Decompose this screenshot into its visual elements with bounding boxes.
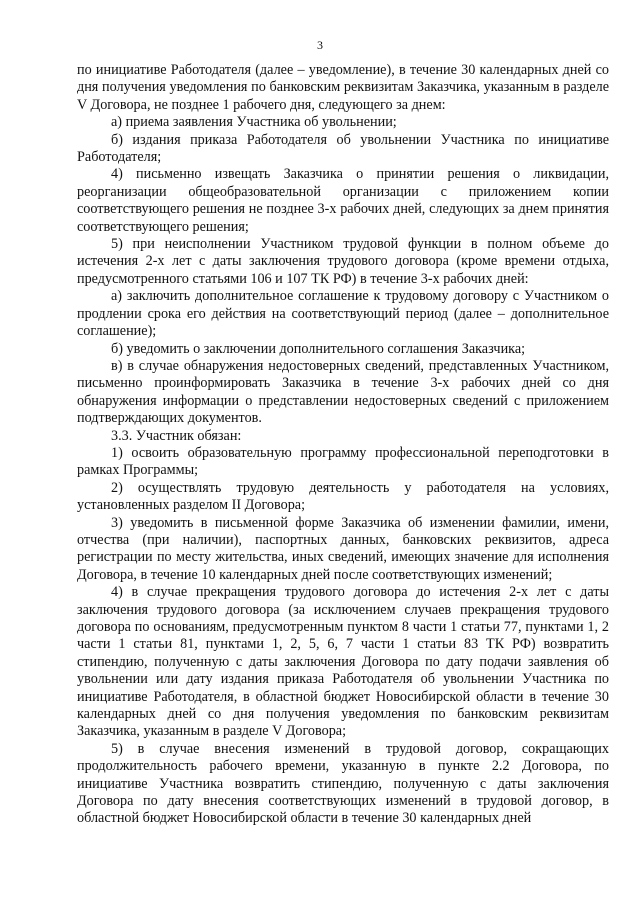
- page-number: 3: [317, 38, 323, 52]
- paragraph-item-a-application: а) приема заявления Участника об увольнении;: [111, 114, 397, 131]
- paragraph-item-5-non-performance: 5) при неисполнении Участником трудовой функции в полном объеме до истечения 2-х лет с даты заключения трудового договора (кроме времени отдыха, предусмотренного статьями 106 и 107 ТК РФ) в течение 3-х рабочих дней:: [77, 236, 609, 287]
- paragraph-item-5-reduced-hours-refund: 5) в случае внесения изменений в трудовой договор, сокращающих продолжительность рабочего времени, указанную в пункте 2.2 Договора, по инициативе Участника возвратить стипендию, полученную с даты заключения Договора по дату внесения соответствующих изменений в трудовой договор, в областной бюджет Новосибирской области в течение 30 календарных дней: [77, 740, 609, 827]
- paragraph-item-b-order: б) издания приказа Работодателя об увольнении Участника по инициативе Работодателя;: [77, 131, 609, 166]
- paragraph-item-c-false-info: в) в случае обнаружения недостоверных сведений, представленных Участником, письменно проинформировать Заказчика в течение 3-х рабочих дней со дня обнаружения информации о представлении недостоверных сведений с приложением подтверждающих документов.: [77, 357, 609, 427]
- paragraph-continuation: по инициативе Работодателя (далее – уведомление), в течение 30 календарных дней со дня получения уведомления по банковским реквизитам Заказчика, указанным в разделе V Договора, не позднее 1 рабочего дня, следующего за днем:: [77, 62, 609, 113]
- paragraph-item-2-employment: 2) осуществлять трудовую деятельность у работодателя на условиях, установленных разделом II Договора;: [77, 479, 609, 514]
- paragraph-item-b-notify-agreement: б) уведомить о заключении дополнительного соглашения Заказчика;: [111, 340, 526, 357]
- paragraph-item-3-notify-changes: 3) уведомить в письменной форме Заказчика об изменении фамилии, имени, отчества (при наличии), паспортных данных, банковских реквизитов, адреса регистрации по месту жительства, иных сведений, имеющих значение для исполнения Договора, в течение 10 календарных дней после соответствующих изменений;: [77, 514, 609, 583]
- document-body: [77, 62, 609, 828]
- section-heading-3-3: 3.3. Участник обязан:: [111, 427, 242, 444]
- paragraph-item-4-termination-refund: 4) в случае прекращения трудового договора до истечения 2-х лет с даты заключения трудового договора (за исключением случаев прекращения трудового договора по основаниям, предусмотренным пунктом 8 части 1 статьи 77, пунктами 1, 2 части 1 статьи 81, пунктами 1, 2, 5, 6, 7 части 1 статьи 83 ТК РФ) возвратить стипендию, полученную с даты заключения Договора по дату подачи заявления об увольнении или дату издания приказа Работодателя об увольнении Участника по инициативе Работодателя, в областной бюджет Новосибирской области в течение 30 календарных дней со дня получения уведомления по банковским реквизитам Заказчика, указанным в разделе V Договора;: [77, 584, 609, 740]
- paragraph-item-a-supplementary-agreement: а) заключить дополнительное соглашение к трудовому договору с Участником о продлении срока его действия на соответствующий период (далее – дополнительное соглашение);: [77, 288, 609, 340]
- paragraph-item-1-program: 1) освоить образовательную программу профессиональной переподготовки в рамках Программы;: [77, 444, 609, 479]
- paragraph-item-4-notify-liquidation: 4) письменно извещать Заказчика о принятии решения о ликвидации, реорганизации общеобразовательной организации с приложением копии соответствующего решения не позднее 3-х рабочих дней, следующих за днем принятия соответствующего решения;: [77, 166, 609, 235]
